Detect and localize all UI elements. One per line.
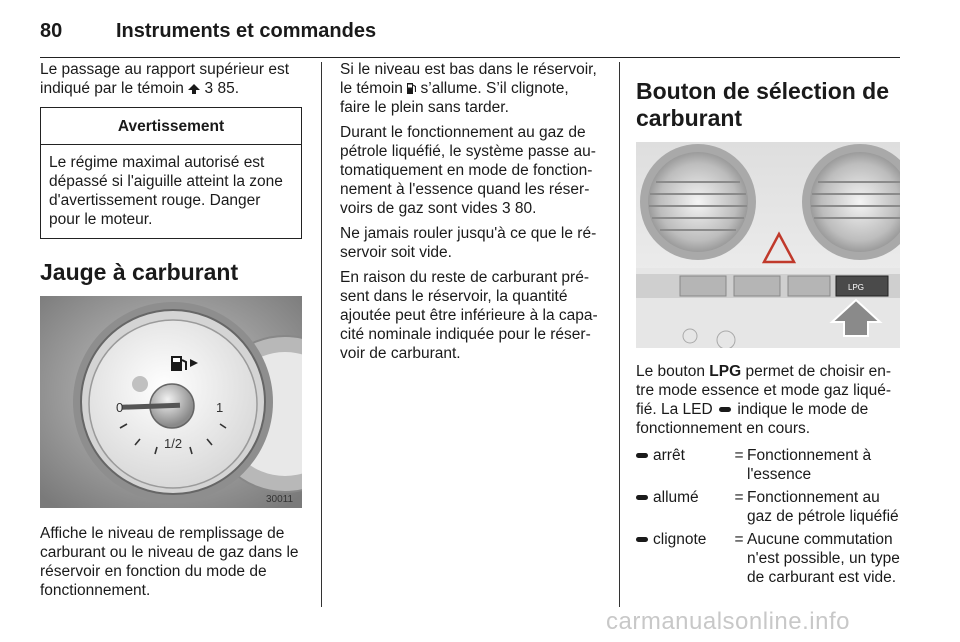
warning-body: Le régime maximal autorisé est dépassé si l'aiguille atteint la zone d'avertissement rouge. Danger pour le moteur.	[49, 154, 283, 228]
led-icon	[636, 495, 648, 500]
column-1	[40, 60, 302, 606]
fuel-gauge-heading: Jauge à carburant	[40, 259, 239, 285]
lpg-intro-text-a: Le bouton	[636, 363, 705, 380]
gauge-label-half: 1/2	[164, 436, 183, 451]
lpg-switch-paragraph	[340, 123, 602, 218]
led-states-list	[636, 446, 902, 587]
remaining-fuel-paragraph: En raison du reste de carburant pré-sent dans le réservoir, la quantité ajoutée peut être inférieure à la capa-cité nominale indiquée pour le réser-voir de carburant.	[340, 269, 598, 362]
led-state-value: Fonctionnement au gaz de pétrole liquéfié	[747, 489, 899, 525]
equals-sign: =	[734, 489, 744, 506]
led-icon	[719, 407, 731, 412]
column-2	[340, 60, 602, 369]
led-icon	[636, 537, 648, 542]
lpg-switch-text: Durant le fonctionnement au gaz de pétrole liquéfié, le système passe au-tomatiquement en mode de fonction-nement à l'essence quand les réser-voirs de gaz sont vides	[340, 124, 596, 217]
gauge-label-one: 1	[216, 400, 224, 415]
never-empty-paragraph: Ne jamais rouler jusqu'à ce que le ré-servoir soit vide.	[340, 225, 597, 261]
column-3	[636, 60, 902, 591]
warning-title: Avertissement	[41, 108, 301, 145]
page-title: Instruments et commandes	[116, 20, 377, 42]
fuel-selector-heading: Bouton de sélection de carburant	[636, 78, 890, 131]
led-state-key: clignote	[653, 531, 707, 548]
column-divider-1	[321, 62, 322, 607]
watermark: carmanualsonline.info	[606, 608, 850, 635]
led-state-key: arrêt	[653, 447, 685, 464]
low-fuel-text-b: s’allume. S’il clignote, faire le plein sans tarder.	[340, 80, 569, 116]
warning-box	[40, 107, 302, 239]
page-number: 80	[40, 20, 63, 42]
lpg-button-label: LPG	[848, 283, 865, 292]
led-state-value: Aucune commutation n'est possible, un type de carburant est vide.	[747, 531, 900, 586]
upshift-text: Le passage au rapport supérieur est indiqué par le témoin	[40, 61, 290, 97]
lpg-intro-text-c: indique le mode de fonctionnement en cours.	[636, 401, 869, 437]
lpg-intro-text-b: permet de choisir en-tre mode essence et mode gaz liqué-fié. La LED	[636, 363, 892, 418]
page-reference[interactable]: 3 80.	[501, 200, 537, 217]
fuel-gauge-caption: Affiche le niveau de remplissage de carburant ou le niveau de gaz dans le réservoir en fonction du mode de fonctionnement.	[40, 525, 299, 599]
page-reference[interactable]: 3 85.	[204, 80, 240, 97]
led-state-key: allumé	[653, 489, 699, 506]
column-divider-2	[619, 62, 620, 607]
led-state-row	[636, 530, 902, 587]
low-fuel-paragraph	[340, 60, 602, 117]
lpg-intro-paragraph	[636, 362, 902, 438]
upshift-paragraph	[40, 60, 302, 98]
fuel-gauge-figure	[40, 296, 302, 508]
fuel-selector-figure	[636, 142, 900, 348]
gauge-label-zero: 0	[116, 400, 124, 415]
fuel-warning-icon	[407, 82, 416, 94]
low-fuel-text-a: Si le niveau est bas dans le réservoir, le témoin	[340, 61, 597, 97]
led-state-row	[636, 488, 902, 526]
led-state-value: Fonctionnement à l'essence	[747, 447, 872, 483]
lpg-bold-label: LPG	[709, 363, 742, 380]
page-header	[40, 16, 900, 58]
equals-sign: =	[734, 447, 744, 464]
equals-sign: =	[734, 531, 744, 548]
upshift-indicator-icon	[188, 84, 200, 94]
figure-code: 30011	[266, 494, 294, 505]
led-state-row	[636, 446, 902, 484]
led-icon	[636, 453, 648, 458]
